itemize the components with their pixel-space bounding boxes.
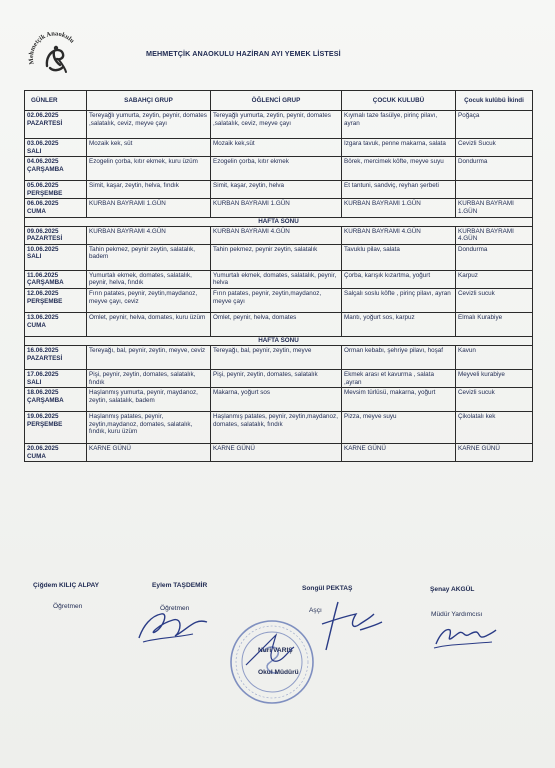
week-separator-label: HAFTA SONU — [25, 217, 533, 226]
kulup-menu-cell: Kıymalı taze fasülye, pirinç pilavı, ayran — [342, 111, 456, 139]
ikindi-menu-cell: Dondurma — [456, 244, 533, 270]
ikindi-menu-cell: KURBAN BAYRAMI 1.GÜN — [456, 199, 533, 217]
date-text: 16.06.2025 — [27, 346, 59, 354]
date-text: 04.06.2025 — [27, 158, 59, 166]
date-text: 05.06.2025 — [27, 182, 59, 190]
handwritten-signature-5 — [238, 625, 298, 675]
week-separator-label: HAFTA SONU — [25, 336, 533, 345]
ikindi-menu-cell: Cevizli sucuk — [456, 288, 533, 312]
table-header-row — [25, 91, 533, 111]
oglenci-menu-cell: Mozaik kek,süt — [211, 139, 342, 157]
table-row — [25, 412, 533, 444]
date-text: 10.06.2025 — [27, 245, 59, 253]
kulup-menu-cell: Tavuklu pilav, salata — [342, 244, 456, 270]
oglenci-menu-cell: Tereyağlı yumurta, zeytin, peynir, domates ,salatalık, ceviz, meyve çayı — [211, 111, 342, 139]
oglenci-menu-cell: Fırın patates, peynir, zeytin,maydanoz, meyve çayı — [211, 288, 342, 312]
oglenci-menu-cell: KURBAN BAYRAMI 4.GÜN — [211, 226, 342, 244]
weekday-text: SALI — [27, 253, 42, 261]
day-cell — [25, 288, 87, 312]
day-cell — [25, 199, 87, 217]
oglenci-menu-cell: Omlet, peynir, helva, domates — [211, 312, 342, 336]
oglenci-menu-cell: Yumurtalı ekmek, domates, salatalık, peynir, helva — [211, 270, 342, 288]
sabahci-menu-cell: Yumurtalı ekmek, domates, salatalık, peynir, helva, fındık — [87, 270, 211, 288]
signature-role-1: Öğretmen — [53, 603, 83, 610]
kulup-menu-cell: Izgara tavuk, penne makarna, salata — [342, 139, 456, 157]
day-cell — [25, 244, 87, 270]
day-cell — [25, 412, 87, 444]
sabahci-menu-cell: Haşlanmış patates, peynir, zeytin,maydanoz, domates, salatalık, fındık, kuru üzüm — [87, 412, 211, 444]
menu-table — [24, 90, 533, 462]
sabahci-menu-cell: Simit, kaşar, zeytin, helva, fındık — [87, 181, 211, 199]
weekday-text: CUMA — [27, 321, 46, 329]
kulup-menu-cell: Mevsim türlüsü, makarna, yoğurt — [342, 388, 456, 412]
page-title: MEHMETÇİK ANAOKULU HAZİRAN AYI YEMEK LİSTESİ — [146, 49, 341, 58]
school-logo — [26, 24, 84, 82]
date-text: 03.06.2025 — [27, 140, 59, 147]
ikindi-menu-cell: Elmalı Kurabiye — [456, 312, 533, 336]
logo-text: Mehmetçik Anaokulu — [27, 30, 76, 65]
col-header-gunler: GÜNLER — [25, 91, 87, 111]
kulup-menu-cell: Pizza, meyve suyu — [342, 412, 456, 444]
sabahci-menu-cell: Fırın patates, peynir, zeytin,maydanoz, meyve çayı, ceviz — [87, 288, 211, 312]
weekday-text: PERŞEMBE — [27, 420, 63, 428]
day-cell — [25, 369, 87, 387]
date-text: 09.06.2025 — [27, 227, 59, 235]
sabahci-menu-cell: KURBAN BAYRAMI 4.GÜN — [87, 226, 211, 244]
weekday-text: CUMA — [27, 452, 46, 460]
table-row — [25, 388, 533, 412]
col-header-sabahci: SABAHÇI GRUP — [87, 91, 211, 111]
date-text: 06.06.2025 — [27, 200, 59, 208]
day-cell — [25, 139, 87, 157]
day-cell — [25, 312, 87, 336]
date-text: 13.06.2025 — [27, 313, 59, 321]
weekday-text: PERŞEMBE — [27, 297, 63, 305]
kulup-menu-cell: Orman kebabı, şehriye pilavı, hoşaf — [342, 345, 456, 369]
ikindi-menu-cell: Kavun — [456, 345, 533, 369]
ikindi-menu-cell: Dondurma — [456, 157, 533, 181]
table-row — [25, 139, 533, 157]
signature-name-4: Şenay AKGÜL — [430, 586, 475, 593]
weekday-text: PERŞEMBE — [27, 189, 63, 197]
ikindi-menu-cell: Çikolatalı kek — [456, 412, 533, 444]
day-cell — [25, 444, 87, 462]
ikindi-menu-cell: KARNE GÜNÜ — [456, 444, 533, 462]
weekday-text: PAZARTESİ — [27, 119, 63, 127]
weekday-text: SALI — [27, 378, 42, 386]
week-separator-row — [25, 336, 533, 345]
table-row — [25, 157, 533, 181]
signature-name-3: Songül PEKTAŞ — [302, 585, 353, 592]
oglenci-menu-cell: KARNE GÜNÜ — [211, 444, 342, 462]
weekday-text: ÇARŞAMBA — [27, 279, 64, 287]
col-header-oglenci: ÖĞLENCİ GRUP — [211, 91, 342, 111]
weekday-text: SALI — [27, 147, 42, 155]
signature-name-2: Eylem TAŞDEMİR — [152, 582, 208, 589]
day-cell — [25, 388, 87, 412]
day-cell — [25, 345, 87, 369]
sabahci-menu-cell: Ezogelin çorba, kıtır ekmek, kuru üzüm — [87, 157, 211, 181]
kulup-menu-cell: Mantı, yoğurt sos, karpuz — [342, 312, 456, 336]
ikindi-menu-cell: Cevizli Sucuk — [456, 139, 533, 157]
ikindi-menu-cell: Meyveli kurabiye — [456, 369, 533, 387]
ikindi-menu-cell — [456, 181, 533, 199]
kulup-menu-cell: Et tantuni, sandviç, reyhan şerbeti — [342, 181, 456, 199]
ikindi-menu-cell: Poğaça — [456, 111, 533, 139]
signature-role-2: Öğretmen — [160, 605, 190, 612]
weekday-text: PAZARTESİ — [27, 235, 63, 243]
table-row — [25, 369, 533, 387]
table-row — [25, 226, 533, 244]
sabahci-menu-cell: Haşlanmış yumurta, peynir, maydanoz, zeytin, salatalık, badem — [87, 388, 211, 412]
oglenci-menu-cell: Pişi, peynir, zeytin, domates, salatalık — [211, 369, 342, 387]
col-header-kulup: ÇOCUK KULUBÜ — [342, 91, 456, 111]
date-text: 17.06.2025 — [27, 370, 59, 378]
handwritten-signature-3 — [312, 594, 392, 654]
day-cell — [25, 111, 87, 139]
kulup-menu-cell: Börek, mercimek köfte, meyve suyu — [342, 157, 456, 181]
ikindi-menu-cell: Cevizli sucuk — [456, 388, 533, 412]
signature-name-5: Nuri VARIŞ — [258, 647, 293, 654]
oglenci-menu-cell: Tereyağı, bal, peynir, zeytin, meyve — [211, 345, 342, 369]
sabahci-menu-cell: KARNE GÜNÜ — [87, 444, 211, 462]
table-row — [25, 111, 533, 139]
kulup-menu-cell: KURBAN BAYRAMI 1.GÜN — [342, 199, 456, 217]
weekday-text: ÇARŞAMBA — [27, 396, 64, 404]
table-row — [25, 244, 533, 270]
kulup-menu-cell: KARNE GÜNÜ — [342, 444, 456, 462]
date-text: 20.06.2025 — [27, 445, 59, 453]
date-text: 11.06.2025 — [27, 271, 59, 279]
kulup-menu-cell: Çorba, karışık kızartma, yoğurt — [342, 270, 456, 288]
table-row — [25, 270, 533, 288]
date-text: 18.06.2025 — [27, 389, 59, 397]
week-separator-row — [25, 217, 533, 226]
oglenci-menu-cell: KURBAN BAYRAMI 1.GÜN — [211, 199, 342, 217]
weekday-text: PAZARTESİ — [27, 354, 63, 362]
sabahci-menu-cell: Pişi, peynir, zeytin, domates, salatalık, fındık — [87, 369, 211, 387]
signature-role-5: Okul Müdürü — [258, 669, 299, 676]
weekday-text: ÇARŞAMBA — [27, 165, 64, 173]
sabahci-menu-cell: Tereyağı, bal, peynir, zeytin, meyve, ceviz — [87, 345, 211, 369]
menu-table-body — [25, 111, 533, 462]
kulup-menu-cell: Salçalı soslu köfte , pirinç pilavı, ayran — [342, 288, 456, 312]
sabahci-menu-cell: Omlet, peynir, helva, domates, kuru üzüm — [87, 312, 211, 336]
kulup-menu-cell: KURBAN BAYRAMI 4.GÜN — [342, 226, 456, 244]
table-row — [25, 199, 533, 217]
oglenci-menu-cell: Makarna, yoğurt sos — [211, 388, 342, 412]
col-header-ikindi: Çocuk kulübü İkindi — [456, 91, 533, 111]
date-text: 02.06.2025 — [27, 112, 59, 119]
day-cell — [25, 181, 87, 199]
kulup-menu-cell: Ekmek arası et kavurma , salata ,ayran — [342, 369, 456, 387]
table-row — [25, 345, 533, 369]
handwritten-signature-4 — [430, 620, 500, 652]
oglenci-menu-cell: Tahin pekmez, peynir zeytin, salatalık — [211, 244, 342, 270]
oglenci-menu-cell: Simit, kaşar, zeytin, helva — [211, 181, 342, 199]
oglenci-menu-cell: Ezogelin çorba, kıtır ekmek — [211, 157, 342, 181]
sabahci-menu-cell: Tereyağlı yumurta, zeytin, peynir, domates ,salatalık, ceviz, meyve çayı — [87, 111, 211, 139]
day-cell — [25, 226, 87, 244]
oglenci-menu-cell: Haşlanmış patates, peynir, zeytin,maydanoz, domates, salatalık, fındık — [211, 412, 342, 444]
sabahci-menu-cell: Tahin pekmez, peynir zeytin, salatalık, badem — [87, 244, 211, 270]
table-row — [25, 312, 533, 336]
date-text: 19.06.2025 — [27, 413, 59, 421]
ikindi-menu-cell: KURBAN BAYRAMI 4.GÜN — [456, 226, 533, 244]
signature-role-4: Müdür Yardımcısı — [431, 611, 483, 618]
table-row — [25, 181, 533, 199]
weekday-text: CUMA — [27, 207, 46, 215]
signature-name-1: Çiğdem KILIÇ ALPAY — [33, 582, 100, 589]
day-cell — [25, 157, 87, 181]
table-row — [25, 288, 533, 312]
date-text: 12.06.2025 — [27, 289, 59, 297]
signature-role-3: Aşçı — [309, 607, 322, 614]
table-row — [25, 444, 533, 462]
ikindi-menu-cell: Karpuz — [456, 270, 533, 288]
day-cell — [25, 270, 87, 288]
sabahci-menu-cell: KURBAN BAYRAMI 1.GÜN — [87, 199, 211, 217]
handwritten-signature-2 — [133, 598, 213, 648]
sabahci-menu-cell: Mozaik kek, süt — [87, 139, 211, 157]
svg-text:Mehmetçik Anaokulu — [28, 30, 76, 65]
